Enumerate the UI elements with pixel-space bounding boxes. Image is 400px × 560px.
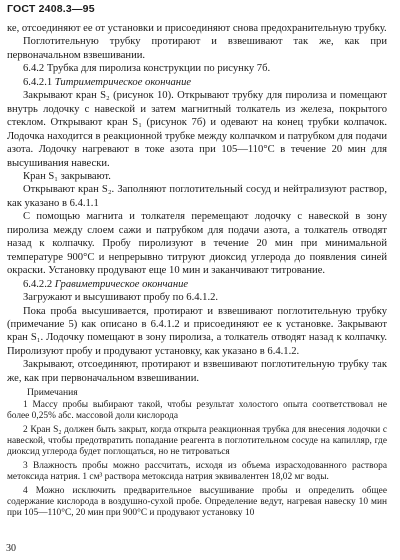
paragraph: Открывают кран S₂. Заполняют поглотительный сосуд и нейтрализуют раствор, как указано в 6.4.1.1 — [7, 184, 387, 209]
note-item: 4 Можно исключить предварительное высушивание пробы и определить общее содержание кислорода в воздушно-сухой пробе. Определение ведут, нагревая навеску 10 мин при 105—110°С, 20 мин при 900°С и продувают установку 10 — [7, 485, 387, 519]
standard-header: ГОСТ 2408.3—95 — [7, 3, 95, 15]
section-heading-6-4-2-2 — [7, 278, 387, 291]
paragraph: Пока проба высушивается, протирают и взвешивают поглотительную трубку (примечание 5) как описано в 6.4.1.2 и присоединяют ее к установке. Закрывают кран S₁. Лодочку помещают в зону пиролиза, а толкатель отводят назад к колпачку. Пиролизуют пробу и продувают установку, как указано в 6.4.1.2. — [7, 305, 387, 357]
section-heading-6-4-2-1 — [7, 76, 387, 89]
paragraph: Кран S₁ закрывают. — [23, 170, 111, 182]
note-item: 1 Массу пробы выбирают такой, чтобы результат холостого опыта соответствовал не более 0,25% абс. массовой доли кислорода — [7, 399, 387, 422]
notes-title: Примечания — [27, 387, 78, 399]
section-title: Титриметрическое окончание — [54, 76, 192, 88]
paragraph: Закрывают кран S₂ (рисунок 10). Открывают трубку для пиролиза и помещают внутрь лодочку с навеской и затем магнитный толкатель из железа, покрытого стеклом. Открывают кран S₁ (рисунок 7б) и одевают на конец трубки колпачок. Лодочка находится в реакционной трубке между колпачком и патрубком для подачи азота. Лодочку нагревают в токе азота при 105—110°С в течение 20 мин для высушивания навески. — [7, 90, 387, 169]
note-item: 2 Кран S₂ должен быть закрыт, когда открыта реакционная трубка для внесения лодочки с навеской, чтобы предотвратить попадание реагента в поглотительном сосуде на капилляр, где диоксид углерода будет поглощаться, но не титроваться — [7, 424, 387, 458]
section-number: 6.4.2.2 — [23, 278, 53, 290]
paragraph: Закрывают, отсоединяют, протирают и взвешивают поглотительную трубку так же, как при первоначальном взвешивании. — [7, 359, 387, 384]
paragraph-continuation: ке, отсоединяют ее от установки и присоединяют снова предохранительную трубку. — [7, 23, 387, 34]
note-item: 3 Влажность пробы можно рассчитать, исходя из объема израсходованного раствора метоксида натрия. 1 см³ раствора метоксида натрия эквивалентен 18,02 мг воды. — [7, 460, 387, 483]
paragraph: Поглотительную трубку протирают и взвешивают так же, как при первоначальном взвешивании. — [7, 36, 387, 61]
section-title: Гравиметрическое окончание — [54, 278, 189, 290]
page-number: 30 — [6, 543, 16, 554]
section-heading-6-4-2: 6.4.2 Трубка для пиролиза конструкции по рисунку 7б. — [23, 63, 271, 75]
document-body — [7, 22, 387, 520]
paragraph: С помощью магнита и толкателя перемещают лодочку с навеской в зону пиролиза между слоем сажи и патрубком для подачи азота, а толкатель отводят назад к колпачку. Пробу пиролизуют в течение 20 мин при минимальной температуре 900°С и непрерывно титруют диоксид углерода до появления синей окраски. Установку продувают еще 10 мин и заканчивают титрование. — [7, 211, 387, 277]
paragraph: Загружают и высушивают пробу по 6.4.1.2. — [23, 292, 219, 304]
section-number: 6.4.2.1 — [23, 76, 53, 88]
